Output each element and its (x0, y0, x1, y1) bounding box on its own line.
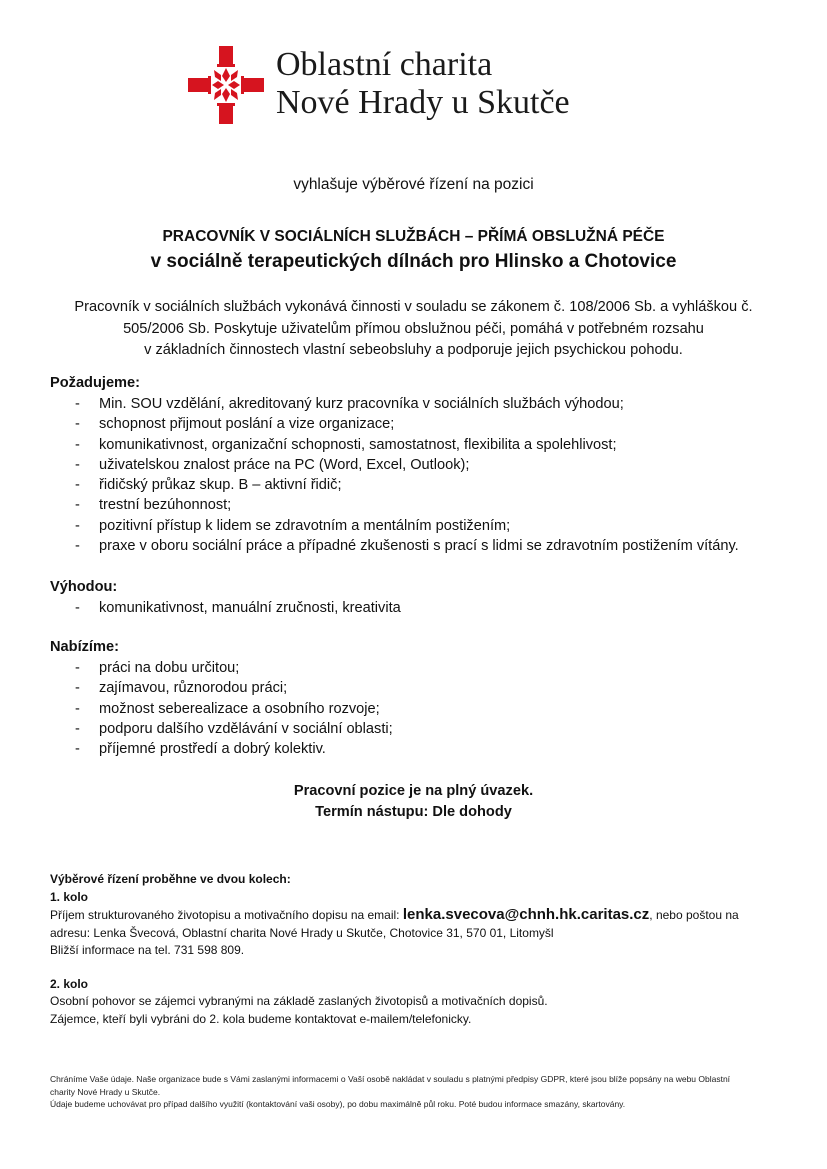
list-item-text: příjemné prostředí a dobrý kolektiv. (99, 741, 326, 758)
selection-heading: Výběrové řízení proběhne ve dvou kolech: (50, 872, 291, 886)
gdpr-line-2: charity Nové Hrady u Skutče. (50, 1086, 161, 1097)
description-line: Pracovník v sociálních službách vykonává činnosti v souladu se zákonem č. 108/2006 Sb. a vyhláškou č. (74, 299, 753, 315)
round-2-line-1: Osobní pohovor se zájemci vybranými na základě zaslaných životopisů a motivačních dopisů. (50, 994, 548, 1008)
list-dash: - (75, 436, 80, 453)
list-dash: - (75, 477, 80, 494)
offer-section (50, 637, 393, 759)
description-line: 505/2006 Sb. Poskytuje uživatelům přímou obslužnou péči, pomáhá v potřebném rozsahu (123, 320, 704, 337)
logo-line-1: Oblastní charita (276, 46, 493, 83)
list-item-text: praxe v oboru sociální práce a případné zkušenosti s prací s lidmi se zdravotním postižením vítány. (99, 538, 739, 555)
round-2-title: 2. kolo (50, 976, 89, 991)
position-title: PRACOVNÍK V SOCIÁLNÍCH SLUŽBÁCH – PŘÍMÁ OBSLUŽNÁ PÉČE (162, 228, 665, 245)
list-dash: - (75, 538, 80, 555)
list-item (50, 536, 739, 556)
list-dash: - (75, 396, 80, 412)
logo-line-2: Nové Hrady u Skutče (276, 84, 570, 121)
list-item-text: trestní bezúhonnost; (99, 497, 232, 514)
contact-email[interactable]: lenka.svecova@chnh.hk.caritas.cz (402, 906, 650, 923)
round-1-address: adresu: Lenka Švecová, Oblastní charita Nové Hrady u Skutče, Chotovice 31, 570 01, Litomyšl (50, 925, 554, 940)
requirements-list (50, 394, 739, 556)
list-dash: - (75, 680, 80, 697)
round-2-line-2: Zájemce, kteří byli vybráni do 2. kola budeme kontaktovat e-mailem/telefonicky. (50, 1011, 472, 1026)
list-item-text: komunikativnost, organizační schopnosti, samostatnost, flexibilita a spolehlivost; (99, 436, 617, 453)
offer-list (50, 658, 393, 759)
list-item (50, 495, 739, 515)
list-item (50, 516, 739, 536)
description-line: v základních činnostech vlastní sebeobsluhy a podporuje jejich psychickou pohodu. (144, 342, 683, 358)
gdpr-line-1: Chráníme Vaše údaje. Naše organizace bude s Vámi zaslanými informacemi o Vaší osobě nakládat v souladu s platnými předpisy GDPR, které jsou blíže popsány na webu Oblastní (50, 1074, 731, 1084)
list-item-text: uživatelskou znalost práce na PC (Word, Excel, Outlook); (99, 456, 470, 473)
list-dash: - (75, 416, 80, 433)
list-item (50, 598, 401, 618)
round-1-phone: Bližší informace na tel. 731 598 809. (50, 943, 245, 957)
list-item (50, 719, 393, 739)
offer-heading: Nabízíme: (50, 639, 119, 655)
list-dash: - (75, 497, 80, 514)
list-item (50, 739, 393, 759)
list-item-text: Min. SOU vzdělání, akreditovaný kurz pracovníka v sociálních službách výhodou; (99, 396, 624, 412)
list-item (50, 435, 739, 455)
list-item (50, 414, 739, 434)
caritas-cross-icon (188, 46, 264, 124)
intro-text: vyhlašuje výběrové řízení na pozici (293, 176, 534, 193)
list-item-text: komunikativnost, manuální zručnosti, kreativita (99, 600, 401, 616)
list-item (50, 699, 393, 719)
list-dash: - (75, 517, 80, 534)
list-item (50, 455, 739, 475)
list-dash: - (75, 741, 80, 758)
advantage-list (50, 598, 401, 618)
round-1-text-a: Příjem strukturovaného životopisu a motivačního dopisu na email: (50, 908, 403, 922)
list-dash: - (75, 660, 80, 676)
list-item (50, 658, 393, 678)
list-dash: - (75, 720, 80, 737)
list-dash: - (75, 700, 80, 717)
list-item-text: práci na dobu určitou; (99, 660, 240, 676)
round-1-title: 1. kolo (50, 889, 89, 904)
advantage-heading: Výhodou: (50, 579, 118, 595)
logo-text (276, 46, 570, 122)
advantage-section (50, 577, 401, 618)
list-item (50, 678, 393, 698)
list-item-text: schopnost přijmout poslání a vize organizace; (99, 416, 395, 433)
list-item (50, 394, 739, 414)
requirements-section (50, 373, 739, 556)
round-1-text (50, 906, 780, 925)
list-item-text: zajímavou, různorodou práci; (99, 680, 288, 697)
selection-process (50, 871, 780, 1028)
list-item-text: řidičský průkaz skup. B – aktivní řidič; (99, 477, 342, 494)
organization-logo (188, 42, 648, 132)
terms-line-1: Pracovní pozice je na plný úvazek. (293, 783, 534, 799)
job-description (40, 297, 787, 362)
employment-terms (40, 781, 787, 823)
list-item-text: podporu dalšího vzdělávání v sociální oblasti; (99, 720, 393, 737)
gdpr-line-3: Údaje budeme uchovávat pro případ dalšího využití (kontaktování vaši osoby), po dobu maximálně půl roku. Poté budou informace smazány, skartovány. (50, 1099, 626, 1109)
list-item-text: možnost seberealizace a osobního rozvoje; (99, 700, 380, 717)
list-dash: - (75, 456, 80, 473)
position-subtitle: v sociálně terapeutických dílnách pro Hlinsko a Chotovice (150, 251, 677, 272)
gdpr-notice (50, 1073, 780, 1111)
list-item-text: pozitivní přístup k lidem se zdravotním a mentálním postižením; (99, 517, 511, 534)
requirements-heading: Požadujeme: (50, 375, 141, 391)
terms-line-2: Termín nástupu: Dle dohody (315, 804, 512, 820)
round-1-text-b: , nebo poštou na (649, 908, 739, 922)
list-dash: - (75, 600, 80, 616)
list-item (50, 475, 739, 495)
